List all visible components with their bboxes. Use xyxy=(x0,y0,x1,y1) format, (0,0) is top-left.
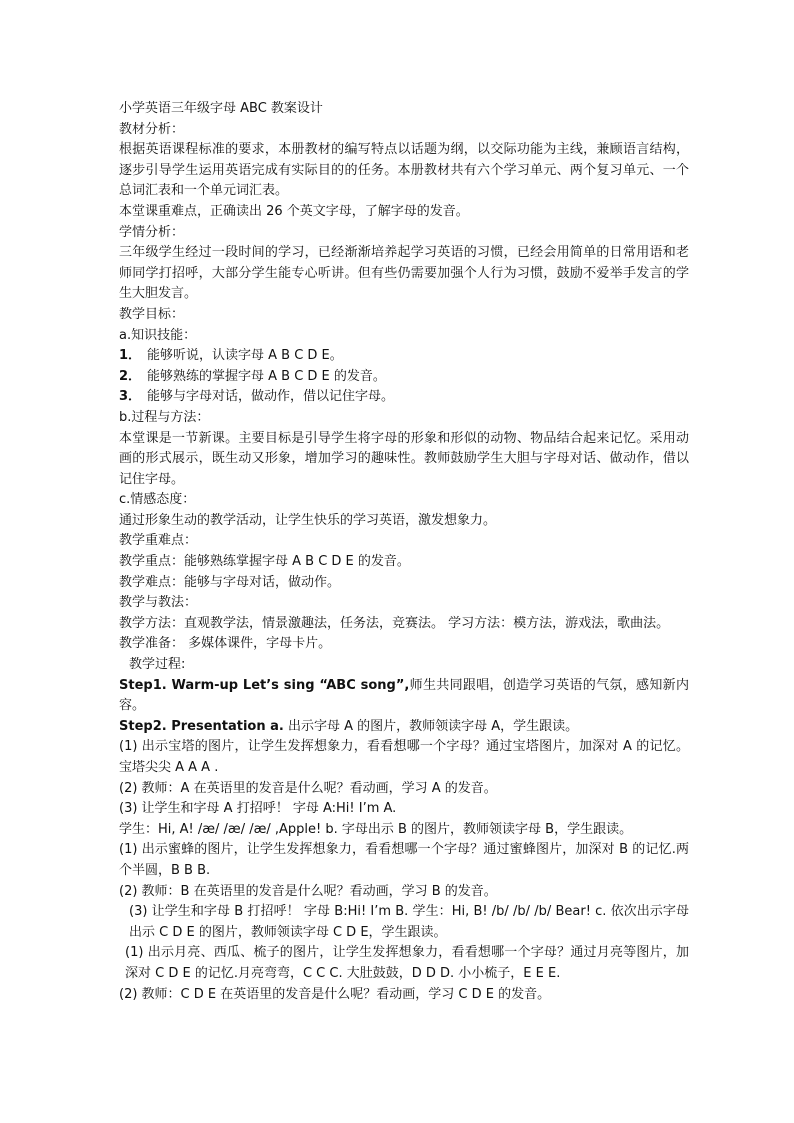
heading-teaching-methods: 教学与教法： xyxy=(119,595,198,611)
paragraph-teaching-methods: 教学方法：直观教学法，情景激趣法，任务法，竞赛法。 学习方法：模方法，游戏法，歌曲法。 xyxy=(119,615,670,631)
paragraph-key-points: 本堂课重难点，正确读出 26 个英文字母，了解字母的发音。 xyxy=(119,203,469,219)
step2-text: 出示字母 A 的图片，教师领读字母 A，学生跟读。 xyxy=(283,718,579,734)
document-title: 小学英语三年级字母 ABC 教案设计 xyxy=(119,101,323,116)
paragraph-step1 xyxy=(119,676,689,717)
paragraph-a1: (1) 出示宝塔的图片，让学生发挥想象力，看看想哪一个字母？通过宝塔图片，加深对 A 的记忆。宝塔尖尖 A A A . xyxy=(119,739,689,775)
heading-key-difficult-points: 教学重难点： xyxy=(119,533,198,549)
paragraph-a3: (3) 让学生和字母 A 打招呼！ 字母 A:Hi! I’m A. xyxy=(119,801,397,817)
paragraph-emotional-attitude: 通过形象生动的教学活动，让学生快乐的学习英语，激发想象力。 xyxy=(119,512,497,528)
paragraph-step2 xyxy=(119,717,689,738)
paragraph-key-point: 教学重点：能够熟练掌握字母 A B C D E 的发音。 xyxy=(119,554,410,570)
paragraph-student-analysis: 三年级学生经过一段时间的学习，已经渐渐培养起学习英语的习惯，已经会用简单的日常用语和老师同学打招呼，大部分学生能专心听讲。但有些仍需要加强个人行为习惯，鼓励不爱举手发言的学生大胆发言。 xyxy=(119,245,689,302)
document-page xyxy=(119,99,689,1005)
heading-teaching-process: 教学过程: xyxy=(129,657,186,673)
step1-label: Step1. Warm-up Let’s sing “ABC song”, xyxy=(119,677,410,693)
paragraph-difficult-point: 教学难点：能够与字母对话，做动作。 xyxy=(119,574,341,590)
paragraph-b1: (1) 出示蜜蜂的图片，让学生发挥想象力，看看想哪一个字母？通过蜜蜂图片，加深对 B 的记忆.两个半圆，B B B. xyxy=(119,842,689,878)
list-number: 1． xyxy=(119,348,142,364)
paragraph-b2: (2) 教师：B 在英语里的发音是什么呢？看动画，学习 B 的发音。 xyxy=(119,883,497,899)
heading-objectives: 教学目标： xyxy=(119,306,185,322)
heading-knowledge-skills: a.知识技能： xyxy=(119,327,197,343)
list-item xyxy=(119,387,689,408)
heading-student-analysis: 学情分析： xyxy=(119,224,185,240)
paragraph-b3: (3) 让学生和字母 B 打招呼！ 字母 B:Hi! I’m B. 学生：Hi, B! /b/ /b/ /b/ Bear! c. 依次出示字母出示 C D E 的图片，教师领读字母 C D E，学生跟读。 xyxy=(129,904,689,940)
list-number: 3． xyxy=(119,389,142,405)
list-text: 能够听说，认读字母 A B C D E。 xyxy=(147,348,343,364)
heading-emotional-attitude: c.情感态度： xyxy=(119,492,196,508)
paragraph-process-methods: 本堂课是一节新课。主要目标是引导学生将字母的形象和形似的动物、物品结合起来记忆。采用动画的形式展示，既生动又形象，增加学习的趣味性。教师鼓励学生大胆与字母对话、做动作，借以记住字母。 xyxy=(119,430,689,487)
step2-label: Step2. Presentation a. xyxy=(119,718,284,734)
list-item xyxy=(119,346,689,367)
paragraph-a2: (2) 教师：A 在英语里的发音是什么呢？看动画，学习 A 的发音。 xyxy=(119,780,497,796)
paragraph-textbook-analysis: 根据英语课程标准的要求，本册教材的编写特点以话题为纲，以交际功能为主线，兼顾语言结构，逐步引导学生运用英语完成有实际目的的任务。本册教材共有六个学习单元、两个复习单元、一个总词汇表和一个单元词汇表。 xyxy=(119,142,689,199)
heading-process-methods: b.过程与方法： xyxy=(119,409,210,425)
list-number: 2． xyxy=(119,368,142,384)
paragraph-c2: (2) 教师：C D E 在英语里的发音是什么呢？看动画，学习 C D E 的发音。 xyxy=(119,986,551,1002)
list-item xyxy=(119,367,689,388)
paragraph-c1: (1) 出示月亮、西瓜、梳子的图片，让学生发挥想象力，看看想哪一个字母？通过月亮等图片，加深对 C D E 的记忆.月亮弯弯，C C C. 大肚鼓鼓，D D D. 小小梳子，E E E. xyxy=(125,945,689,981)
heading-textbook-analysis: 教材分析： xyxy=(119,121,185,137)
paragraph-a4: 学生：Hi, A! /æ/ /æ/ /æ/ ,Apple! b. 字母出示 B 的图片，教师领读字母 B，学生跟读。 xyxy=(119,821,633,837)
list-text: 能够与字母对话，做动作，借以记住字母。 xyxy=(147,389,395,405)
step1-text: 师生共同跟唱，创造学习英语的气氛，感知新内容。 xyxy=(119,677,689,714)
paragraph-preparation: 教学准备： 多媒体课件，字母卡片。 xyxy=(119,636,332,652)
list-text: 能够熟练的掌握字母 A B C D E 的发音。 xyxy=(147,368,386,384)
